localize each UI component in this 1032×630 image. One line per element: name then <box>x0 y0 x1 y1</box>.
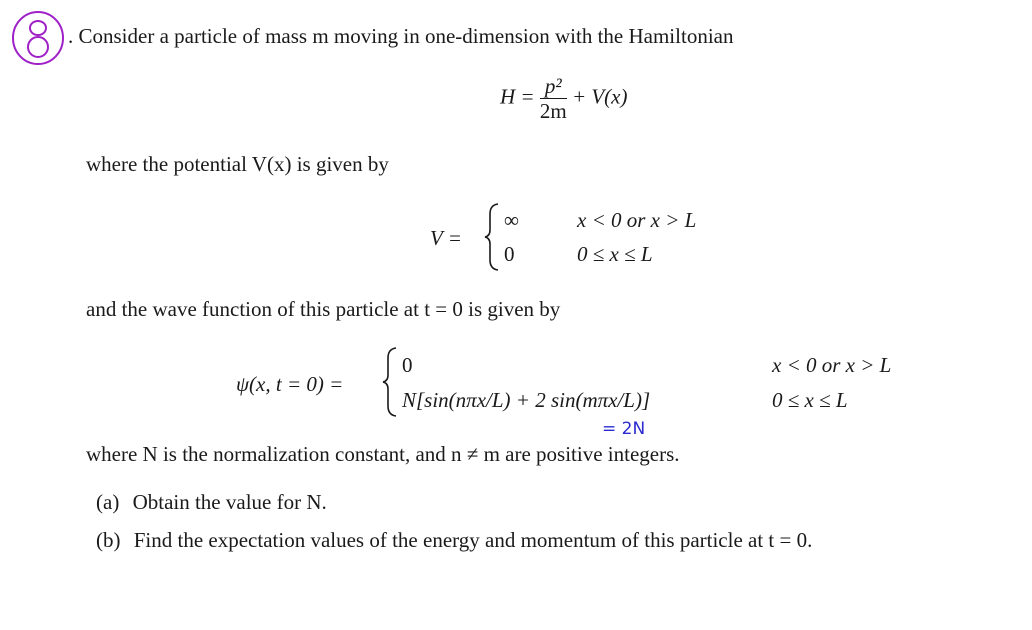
part-text: Obtain the value for N. <box>132 490 327 514</box>
problem-intro <box>68 24 733 49</box>
wavefunction-case-1-condition: x < 0 or x > L <box>772 353 892 377</box>
potential-case-1-value: ∞ <box>504 208 519 232</box>
part-b <box>96 528 812 553</box>
potential-intro: where the potential V(x) is given by <box>86 152 389 176</box>
left-brace-icon <box>382 346 398 418</box>
part-label: (a) <box>96 490 120 514</box>
wavefunction-case-2-value: N[sin(nπx/L) + 2 sin(mπx/L)] <box>402 388 651 412</box>
problem-number-suffix: . <box>68 24 79 48</box>
potential-case-1-condition: x < 0 or x > L <box>577 208 697 232</box>
normalization-text: where N is the normalization constant, and n ≠ m are positive integers. <box>86 442 680 466</box>
potential-case-2-condition: 0 ≤ x ≤ L <box>577 242 653 266</box>
hamiltonian-fraction <box>540 74 567 123</box>
wavefunction-case-2-condition: 0 ≤ x ≤ L <box>772 388 848 412</box>
part-a <box>96 490 327 515</box>
fraction-denominator: 2m <box>539 99 567 123</box>
potential-lhs: V = <box>430 226 462 250</box>
fraction-numerator: p² <box>540 74 567 99</box>
hamiltonian-rhs: + V(x) <box>571 84 628 109</box>
left-brace-icon <box>484 202 500 272</box>
part-text: Find the expectation values of the energy and momentum of this particle at t = 0. <box>133 528 813 552</box>
wavefunction-intro: and the wave function of this particle at t = 0 is given by <box>86 297 561 321</box>
part-label: (b) <box>96 528 121 552</box>
handwritten-note: = 2N <box>602 419 646 439</box>
hamiltonian-equation <box>500 74 628 123</box>
intro-text: Consider a particle of mass m moving in one-dimension with the Hamiltonian <box>78 24 734 48</box>
wavefunction-case-1-value: 0 <box>402 353 413 377</box>
hamiltonian-lhs: H = <box>500 84 535 109</box>
wavefunction-lhs: ψ(x, t = 0) = <box>236 372 344 396</box>
handwritten-circle-icon <box>8 6 66 66</box>
potential-case-2-value: 0 <box>504 242 515 266</box>
